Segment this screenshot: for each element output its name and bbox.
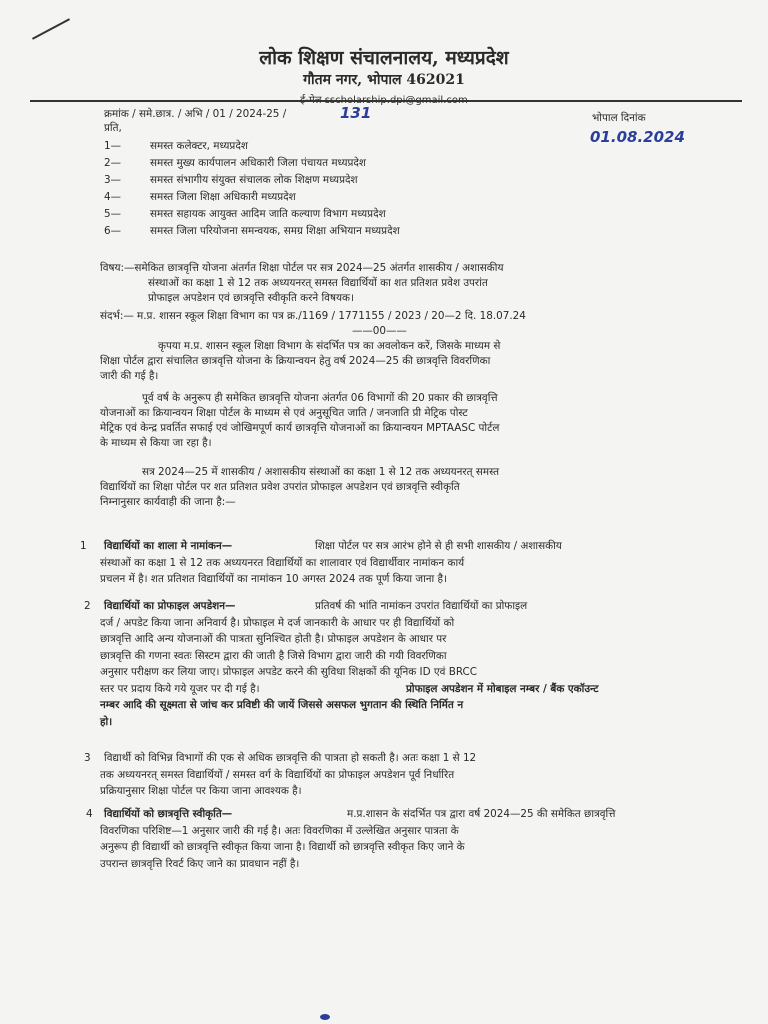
subject-line: प्रोफाइल अपडेशन एवं छात्रवृत्ति स्वीकृति करने विषयक। bbox=[148, 292, 354, 304]
page-mark bbox=[320, 1014, 330, 1020]
point-line: प्रतिवर्ष की भांति नामांकन उपरांत विद्यार्थियों का प्रोफाइल bbox=[315, 600, 528, 612]
recipient-number: 6— bbox=[104, 225, 122, 237]
point-line: तक अध्ययनरत् समस्त विद्यार्थियों / समस्त वर्ग के विद्यार्थियों का प्रोफाइल अपडेशन पूर्व निर्धारित bbox=[100, 768, 455, 781]
paragraph-line: विद्यार्थियों का शिक्षा पोर्टल पर शत प्रतिशत प्रवेश उपरांत प्रोफाइल अपडेशन एवं छात्रवृत्ति स्वीकृति bbox=[100, 481, 460, 493]
recipient-item: समस्त जिला परियोजना समन्वयक, समग्र शिक्षा अभियान मध्यप्रदेश bbox=[150, 225, 400, 237]
point-heading: विद्यार्थियों को छात्रवृत्ति स्वीकृति— bbox=[104, 808, 233, 820]
paragraph-line: शिक्षा पोर्टल द्वारा संचालित छात्रवृत्ति योजना के क्रियान्वयन हेतु वर्ष 2024—25 की छात्रवृत्ति विवरणिका bbox=[100, 355, 491, 367]
point-bold-text: हो। bbox=[100, 715, 113, 728]
point-number: 3 bbox=[84, 752, 91, 764]
header-divider bbox=[30, 100, 742, 102]
point-line: विवरणिका परिशिष्ट—1 अनुसार जारी की गई है। अतः विवरणिका में उल्लेखित अनुसार पात्रता के bbox=[100, 824, 459, 837]
recipient-number: 3— bbox=[104, 174, 122, 186]
recipient-item: समस्त कलेक्टर, मध्यप्रदेश bbox=[150, 140, 248, 152]
subject-line: संस्थाओं का कक्षा 1 से 12 तक अध्ययनरत् समस्त विद्यार्थियों का शत प्रतिशत प्रवेश उपरांत bbox=[148, 277, 488, 289]
point-line: संस्थाओं का कक्षा 1 से 12 तक अध्ययनरत विद्यार्थियों का शालावार एवं विद्यार्थीवार नामांकन कार्य bbox=[100, 556, 465, 569]
office-email bbox=[0, 92, 768, 106]
point-number: 2 bbox=[84, 600, 91, 612]
point-line: छात्रवृत्ति की गणना स्वतः सिस्टम द्वारा की जाती है जिसे विभाग द्वारा जारी की गयी विवरणिका bbox=[100, 649, 447, 662]
point-line: शिक्षा पोर्टल पर सत्र आरंभ होने से ही सभी शासकीय / अशासकीय bbox=[315, 540, 562, 552]
point-number: 4 bbox=[86, 808, 93, 820]
office-title: लोक शिक्षण संचालनालय, मध्यप्रदेश bbox=[259, 47, 509, 69]
separator: ——00—— bbox=[352, 325, 407, 337]
point-heading: विद्यार्थियों का प्रोफाइल अपडेशन— bbox=[104, 600, 236, 612]
point-heading: विद्यार्थियों का शाला मे नामांकन— bbox=[104, 540, 233, 552]
paragraph-line: योजनाओं का क्रियान्वयन शिक्षा पोर्टल के माध्यम से एवं अनुसूचित जाति / जनजाति प्री मेट्रिक पोस्ट bbox=[100, 407, 468, 419]
point-line: छात्रवृत्ति आदि अन्य योजनाओं की पात्रता सुनिश्चित होती है। प्रोफाइल अपडेशन के आधार पर bbox=[100, 633, 447, 645]
recipient-number: 1— bbox=[104, 140, 122, 152]
office-address: गौतम नगर, भोपाल 462021 bbox=[303, 72, 465, 88]
pen-mark bbox=[32, 18, 70, 39]
paragraph-line: मेट्रिक एवं केन्द्र प्रवर्तित सफाई एवं जोखिमपूर्ण कार्य छात्रवृत्ति योजनाओं का क्रियान्वयन MPTAASC पोर्टल bbox=[100, 422, 500, 434]
recipient-item: समस्त जिला शिक्षा अधिकारी मध्यप्रदेश bbox=[150, 191, 296, 203]
point-number: 1 bbox=[80, 540, 87, 552]
recipient-number: 2— bbox=[104, 157, 122, 169]
point-bold-text: नम्बर आदि की सूक्ष्मता से जांच कर प्रविष्टी की जायें जिससे असफल भुगतान की स्थिति निर्मित न bbox=[100, 699, 464, 711]
point-line: विद्यार्थी को विभिन्न विभागों की एक से अधिक छात्रवृत्ति की पात्रता हो सकती है। अतः कक्षा 1 से 12 bbox=[104, 752, 477, 764]
paragraph-line: सत्र 2024—25 में शासकीय / अशासकीय संस्थाओं का कक्षा 1 से 12 तक अध्ययनरत् समस्त bbox=[142, 466, 500, 478]
point-line: अनुसार परीक्षण कर लिया जाए। प्रोफाइल अपडेट करने की सुविधा शिक्षकों की यूनिक ID एवं BRCC bbox=[100, 666, 478, 678]
recipient-number: 5— bbox=[104, 208, 122, 220]
point-line: म.प्र.शासन के संदर्भित पत्र द्वारा वर्ष 2024—25 की समेकित छात्रवृत्ति bbox=[347, 808, 616, 820]
point-bold-text: प्रोफाइल अपडेशन में मोबाइल नम्बर / बैंक एकॉउन्ट bbox=[406, 682, 599, 695]
point-line: उपरान्त छात्रवृत्ति रिवर्ट किए जाने का प्रावधान नहीं है। bbox=[100, 857, 300, 870]
point-line: दर्ज / अपडेट किया जाना अनिवार्य है। प्रोफाइल मे दर्ज जानकारी के आधार पर ही विद्यार्थियों को bbox=[100, 616, 455, 629]
paragraph-line: पूर्व वर्ष के अनुरूप ही समेकित छात्रवृत्ति योजना अंतर्गत 06 विभागों की 20 प्रकार की छात्रवृत्ति bbox=[142, 392, 498, 404]
recipient-item: समस्त मुख्य कार्यपालन अधिकारी जिला पंचायत मध्यप्रदेश bbox=[150, 157, 366, 169]
paragraph-line: जारी की गई है। bbox=[100, 370, 159, 382]
to-label: प्रति, bbox=[104, 122, 122, 134]
paragraph-line: निम्नानुसार कार्यवाही की जाना है:— bbox=[100, 496, 236, 508]
paragraph-line: कृपया म.प्र. शासन स्कूल शिक्षा विभाग के संदर्भित पत्र का अवलोकन करें, जिसके माध्यम से bbox=[158, 340, 501, 352]
recipient-item: समस्त संभागीय संयुक्त संचालक लोक शिक्षण मध्यप्रदेश bbox=[150, 174, 358, 186]
recipient-number: 4— bbox=[104, 191, 122, 203]
reference-line: संदर्भ:— म.प्र. शासन स्कूल शिक्षा विभाग का पत्र क्र./1169 / 1771155 / 2023 / 20—2 दि. 18.07.24 bbox=[100, 310, 526, 322]
recipient-item: समस्त सहायक आयुक्त आदिम जाति कल्याण विभाग मध्यप्रदेश bbox=[150, 208, 386, 220]
place-date-label: भोपाल दिनांक bbox=[592, 112, 646, 124]
subject-line: विषय:—समेकित छात्रवृत्ति योजना अंतर्गत शिक्षा पोर्टल पर सत्र 2024—25 अंतर्गत शासकीय / अशासकीय bbox=[100, 262, 504, 274]
ref-number: क्रमांक / समे.छात्र. / अभि / 01 / 2024-25 / bbox=[104, 108, 287, 120]
point-line: प्रक्रियानुसार शिक्षा पोर्टल पर किया जाना आवश्यक है। bbox=[100, 785, 302, 797]
paragraph-line: के माध्यम से किया जा रहा है। bbox=[100, 437, 212, 449]
point-line: प्रचलन में है। शत प्रतिशत विद्यार्थियों का नामांकन 10 अगस्त 2024 तक पूर्ण किया जाना है। bbox=[100, 573, 448, 585]
point-line: स्तर पर प्रदाय किये गये यूजर पर दी गई है। bbox=[100, 682, 260, 695]
date-handwritten: 01.08.2024 bbox=[590, 128, 685, 146]
point-line: अनुरूप ही विद्यार्थी को छात्रवृत्ति स्वीकृत किया जाना है। विद्यार्थी को छात्रवृत्ति स्वीकृत किए जाने के bbox=[100, 841, 465, 853]
ref-handwritten: 131 bbox=[340, 104, 372, 122]
